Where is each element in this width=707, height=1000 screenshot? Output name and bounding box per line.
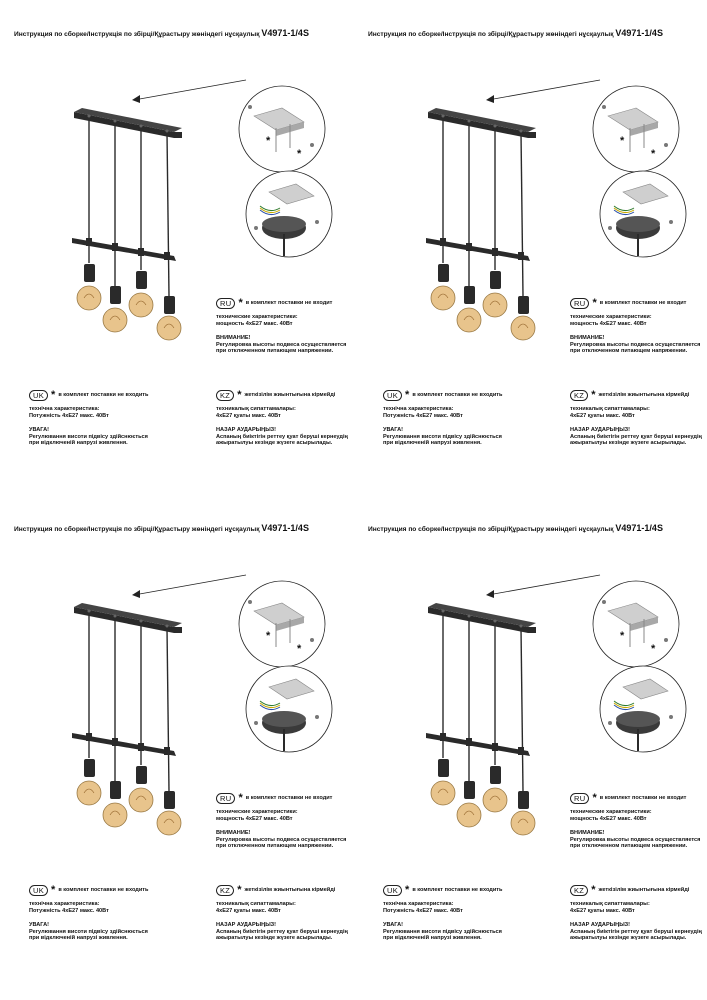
uk-note: в комплект поставки не входить <box>58 887 149 894</box>
bulb-icon <box>511 811 535 835</box>
lang-badge-ru: RU <box>216 298 235 309</box>
kz-block <box>216 885 348 942</box>
uk-warn-line2: при відключеній напрузі живлення. <box>383 440 482 447</box>
bulb-icon <box>457 308 481 332</box>
mounting-bracket-icon <box>239 86 325 172</box>
uk-warn-heading: УВАГА! <box>383 922 404 929</box>
asterisk-icon: * <box>592 297 597 309</box>
kz-note: жеткізілім жиынтығына кірмейді <box>244 392 336 399</box>
guide-bar <box>72 733 176 756</box>
ru-warn-line2: при отключенном питающем напряжении. <box>570 843 688 850</box>
asterisk-icon: * <box>51 884 56 896</box>
bulb-icon <box>483 293 507 317</box>
ceiling-canopy-icon <box>600 666 686 752</box>
bulb-icon <box>103 308 127 332</box>
svg-text:*: * <box>620 630 625 642</box>
title-text: Инструкция по сборке/Інструкція по збірці/Құрастыру жөніндегі нұсқаулық <box>368 31 614 38</box>
ru-warn-line1: Регулировка высоты подвеса осуществляется <box>216 836 347 843</box>
svg-text:*: * <box>651 148 656 160</box>
model-number: V4971-1/4S <box>615 28 663 38</box>
cords <box>89 613 169 791</box>
ru-warn-heading: ВНИМАНИЕ! <box>570 335 605 342</box>
kz-note: жеткізілім жиынтығына кірмейді <box>244 887 336 894</box>
mounting-bracket-icon <box>593 86 679 172</box>
ru-warn-line2: при отключенном питающем напряжении. <box>216 843 334 850</box>
instruction-sheet <box>368 28 707 498</box>
guide-bar <box>72 238 176 261</box>
bulb-icon <box>431 286 455 310</box>
kz-spec-value: 4хЕ27 қуаты макс. 40Вт <box>570 907 635 914</box>
uk-spec-heading: технічна характеристика: <box>29 406 100 412</box>
ru-spec-value: мощность 4хЕ27 макс. 40Вт <box>570 320 647 327</box>
cords <box>443 613 523 791</box>
kz-block <box>216 390 348 447</box>
guide-bar <box>426 733 530 756</box>
uk-note: в комплект поставки не входить <box>58 392 149 399</box>
model-number: V4971-1/4S <box>615 523 663 533</box>
kz-note: жеткізілім жиынтығына кірмейді <box>598 887 690 894</box>
ru-note: в комплект поставки не входит <box>245 300 333 307</box>
ru-warn-line2: при отключенном питающем напряжении. <box>570 348 688 355</box>
bulb-icon <box>157 811 181 835</box>
ceiling-canopy-icon <box>246 666 332 752</box>
lang-badge-ru: RU <box>570 793 589 804</box>
kz-spec-heading: техникалық сипаттамалары: <box>570 406 650 412</box>
asterisk-icon: * <box>237 389 242 401</box>
instruction-sheet <box>14 28 354 498</box>
lang-badge-kz: KZ <box>570 885 588 896</box>
uk-spec-heading: технічна характеристика: <box>29 901 100 907</box>
ru-spec-value: мощность 4хЕ27 макс. 40Вт <box>216 320 293 327</box>
asterisk-icon: * <box>238 297 243 309</box>
svg-text:*: * <box>266 630 271 642</box>
asterisk-icon: * <box>237 884 242 896</box>
guide-bar <box>426 238 530 261</box>
kz-warn-heading: НАЗАР АУДАРЫҢЫЗ! <box>216 922 277 929</box>
ru-spec-value: мощность 4хЕ27 макс. 40Вт <box>216 815 293 822</box>
ru-block <box>570 298 700 355</box>
ru-note: в комплект поставки не входит <box>599 300 687 307</box>
mounting-bracket-icon <box>239 581 325 667</box>
ceiling-canopy-icon <box>600 171 686 257</box>
ru-spec-heading: технические характеристики: <box>570 809 652 815</box>
uk-block <box>29 885 148 942</box>
lang-badge-ru: RU <box>216 793 235 804</box>
instruction-sheet <box>14 523 354 993</box>
lang-badge-uk: UK <box>29 885 48 896</box>
uk-warn-line1: Регулювання висоти підвісу здійснюється <box>29 433 148 440</box>
ru-warn-line1: Регулировка высоты подвеса осуществляется <box>570 836 701 843</box>
ceiling-bar <box>74 108 182 138</box>
svg-text:*: * <box>266 135 271 147</box>
bulb-icon <box>457 803 481 827</box>
kz-warn-heading: НАЗАР АУДАРЫҢЫЗ! <box>570 922 631 929</box>
svg-text:*: * <box>297 148 302 160</box>
kz-spec-heading: техникалық сипаттамалары: <box>570 901 650 907</box>
ru-note: в комплект поставки не входит <box>599 795 687 802</box>
lang-badge-kz: KZ <box>216 390 234 401</box>
uk-warn-heading: УВАГА! <box>29 427 50 434</box>
lang-badge-ru: RU <box>570 298 589 309</box>
cords <box>89 118 169 296</box>
ru-warn-heading: ВНИМАНИЕ! <box>216 335 251 342</box>
lang-badge-uk: UK <box>383 390 402 401</box>
uk-spec-value: Потужність 4хЕ27 макс. 40Вт <box>383 907 463 914</box>
bulb-icon <box>103 803 127 827</box>
kz-warn-line2: ажыратылуы кезінде жүзеге асырылады. <box>570 935 687 942</box>
ru-block <box>216 793 346 850</box>
uk-warn-line1: Регулювання висоти підвісу здійснюється <box>383 928 502 935</box>
uk-spec-value: Потужність 4хЕ27 макс. 40Вт <box>383 412 463 419</box>
uk-warn-line2: при відключеній напрузі живлення. <box>29 440 128 447</box>
model-number: V4971-1/4S <box>261 28 309 38</box>
arrow-icon <box>132 575 246 598</box>
bulb-icon <box>431 781 455 805</box>
ru-warn-line1: Регулировка высоты подвеса осуществляется <box>216 341 347 348</box>
ru-warn-heading: ВНИМАНИЕ! <box>570 830 605 837</box>
ru-spec-value: мощность 4хЕ27 макс. 40Вт <box>570 815 647 822</box>
uk-warn-heading: УВАГА! <box>383 427 404 434</box>
uk-warn-line1: Регулювання висоти підвісу здійснюється <box>29 928 148 935</box>
bulb-icon <box>157 316 181 340</box>
uk-note: в комплект поставки не входить <box>412 392 503 399</box>
ceiling-bar <box>428 108 536 138</box>
model-number: V4971-1/4S <box>261 523 309 533</box>
bulb-icon <box>77 781 101 805</box>
ru-block <box>570 793 700 850</box>
asterisk-icon: * <box>592 792 597 804</box>
kz-warn-line2: ажыратылуы кезінде жүзеге асырылады. <box>216 935 333 942</box>
bulb-icon <box>129 788 153 812</box>
bulb-icon <box>511 316 535 340</box>
kz-warn-heading: НАЗАР АУДАРЫҢЫЗ! <box>570 427 631 434</box>
svg-text:*: * <box>651 643 656 655</box>
kz-spec-value: 4хЕ27 қуаты макс. 40Вт <box>216 907 281 914</box>
arrow-icon <box>486 80 600 103</box>
uk-warn-line2: при відключеній напрузі живлення. <box>29 935 128 942</box>
ru-warn-line1: Регулировка высоты подвеса осуществляется <box>570 341 701 348</box>
asterisk-icon: * <box>405 884 410 896</box>
ru-block <box>216 298 346 355</box>
uk-spec-value: Потужність 4хЕ27 макс. 40Вт <box>29 412 109 419</box>
kz-spec-value: 4хЕ27 қуаты макс. 40Вт <box>216 412 281 419</box>
kz-spec-heading: техникалық сипаттамалары: <box>216 901 296 907</box>
title-text: Инструкция по сборке/Інструкція по збірці/Құрастыру жөніндегі нұсқаулық <box>368 526 614 533</box>
ru-warn-heading: ВНИМАНИЕ! <box>216 830 251 837</box>
lang-badge-uk: UK <box>29 390 48 401</box>
asterisk-icon: * <box>238 792 243 804</box>
kz-warn-line1: Аспаның биіктігін реттеу қуат беруші кернеудің <box>570 433 702 440</box>
bulb-icon <box>483 788 507 812</box>
ru-spec-heading: технические характеристики: <box>570 314 652 320</box>
kz-block <box>570 885 702 942</box>
kz-warn-heading: НАЗАР АУДАРЫҢЫЗ! <box>216 427 277 434</box>
kz-warn-line2: ажыратылуы кезінде жүзеге асырылады. <box>570 440 687 447</box>
title-text: Инструкция по сборке/Інструкція по збірці/Құрастыру жөніндегі нұсқаулық <box>14 526 260 533</box>
kz-warn-line1: Аспаның биіктігін реттеу қуат беруші кернеудің <box>216 433 348 440</box>
uk-warn-heading: УВАГА! <box>29 922 50 929</box>
ru-warn-line2: при отключенном питающем напряжении. <box>216 348 334 355</box>
arrow-icon <box>132 80 246 103</box>
kz-spec-value: 4хЕ27 қуаты макс. 40Вт <box>570 412 635 419</box>
ru-spec-heading: технические характеристики: <box>216 809 298 815</box>
lang-badge-kz: KZ <box>216 885 234 896</box>
mounting-bracket-icon <box>593 581 679 667</box>
lang-badge-uk: UK <box>383 885 402 896</box>
ceiling-bar <box>74 603 182 633</box>
ru-note: в комплект поставки не входит <box>245 795 333 802</box>
asterisk-icon: * <box>591 389 596 401</box>
uk-note: в комплект поставки не входить <box>412 887 503 894</box>
title-text: Инструкция по сборке/Інструкція по збірці/Құрастыру жөніндегі нұсқаулық <box>14 31 260 38</box>
uk-spec-heading: технічна характеристика: <box>383 901 454 907</box>
svg-text:*: * <box>297 643 302 655</box>
svg-text:*: * <box>620 135 625 147</box>
kz-warn-line1: Аспаның биіктігін реттеу қуат беруші кернеудің <box>570 928 702 935</box>
uk-block <box>383 885 502 942</box>
asterisk-icon: * <box>51 389 56 401</box>
bulb-icon <box>129 293 153 317</box>
kz-warn-line2: ажыратылуы кезінде жүзеге асырылады. <box>216 440 333 447</box>
kz-spec-heading: техникалық сипаттамалары: <box>216 406 296 412</box>
uk-block <box>29 390 148 447</box>
ceiling-canopy-icon <box>246 171 332 257</box>
uk-warn-line1: Регулювання висоти підвісу здійснюється <box>383 433 502 440</box>
lang-badge-kz: KZ <box>570 390 588 401</box>
asterisk-icon: * <box>405 389 410 401</box>
cords <box>443 118 523 296</box>
ru-spec-heading: технические характеристики: <box>216 314 298 320</box>
uk-warn-line2: при відключеній напрузі живлення. <box>383 935 482 942</box>
asterisk-icon: * <box>591 884 596 896</box>
uk-block <box>383 390 502 447</box>
kz-block <box>570 390 702 447</box>
uk-spec-heading: технічна характеристика: <box>383 406 454 412</box>
kz-warn-line1: Аспаның биіктігін реттеу қуат беруші кернеудің <box>216 928 348 935</box>
bulb-icon <box>77 286 101 310</box>
arrow-icon <box>486 575 600 598</box>
uk-spec-value: Потужність 4хЕ27 макс. 40Вт <box>29 907 109 914</box>
instruction-sheet <box>368 523 707 993</box>
ceiling-bar <box>428 603 536 633</box>
kz-note: жеткізілім жиынтығына кірмейді <box>598 392 690 399</box>
